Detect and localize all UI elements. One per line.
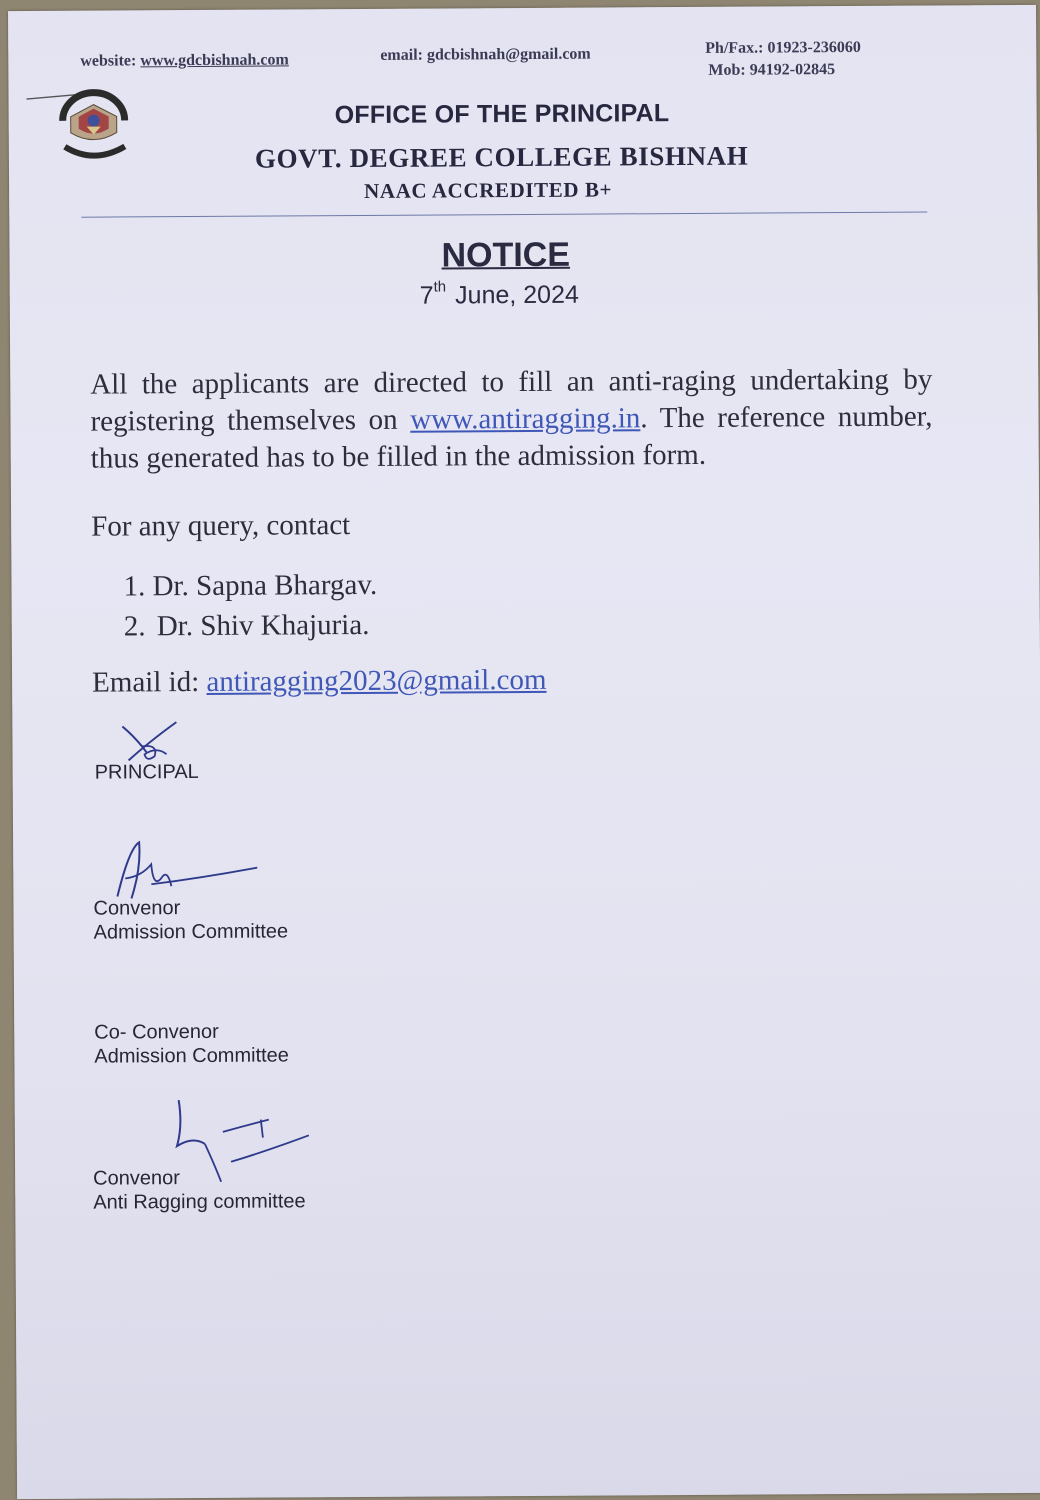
college-name: GOVT. DEGREE COLLEGE BISHNAH: [254, 140, 749, 174]
coconvenor-committee: Admission Committee: [94, 1044, 289, 1068]
date-rest: June, 2024: [455, 280, 579, 310]
paragraph-text-2: . The reference number, thus generated has to be filled in the admission form.: [90, 400, 933, 475]
mobile-number: Mob: 94192-02845: [708, 61, 836, 79]
notice-sheet: [8, 5, 1040, 1499]
website-label: website:: [80, 52, 137, 70]
query-intro: For any query, contact: [91, 509, 351, 543]
contact-number: 2.: [123, 610, 146, 643]
contact-item: [123, 569, 377, 604]
contact-item: [124, 609, 370, 644]
date-suffix: th: [433, 278, 447, 296]
principal-label: PRINCIPAL: [94, 760, 199, 784]
coconvenor-title: Co- Convenor: [94, 1020, 219, 1044]
contact-name: Dr. Shiv Khajuria.: [156, 608, 370, 643]
antiragging-convenor-title: Convenor: [93, 1167, 180, 1190]
website-line: [80, 51, 289, 70]
email-link[interactable]: antiragging2023@gmail.com: [206, 663, 547, 698]
notice-date: [420, 278, 579, 311]
website-link[interactable]: www.gdcbishnah.com: [140, 51, 289, 70]
phone-fax: Ph/Fax.: 01923-236060: [705, 38, 861, 57]
contact-name: Dr. Sapna Bhargav.: [152, 568, 378, 603]
contact-number: 1.: [123, 570, 146, 603]
convenor-title: Convenor: [93, 897, 181, 920]
college-emblem-icon: [48, 86, 138, 167]
date-day: 7: [419, 281, 434, 310]
accreditation: NAAC ACCREDITED B+: [364, 177, 613, 203]
email-line: email: gdcbishnah@gmail.com: [380, 45, 591, 64]
header-divider: [81, 212, 927, 218]
antiragging-website-link[interactable]: www.antiragging.in: [410, 402, 641, 436]
antiragging-convenor-signature-icon: [165, 1095, 316, 1186]
notice-title: NOTICE: [441, 235, 571, 275]
office-title: OFFICE OF THE PRINCIPAL: [334, 99, 670, 130]
convenor-committee: Admission Committee: [93, 920, 289, 944]
notice-paragraph: [90, 362, 933, 478]
paragraph-text-1: All the applicants are directed to fill an anti-raging undertaking by registering themselves on: [90, 363, 933, 438]
email-contact: [92, 664, 547, 700]
antiragging-committee: Anti Ragging committee: [93, 1190, 306, 1214]
email-label: Email id:: [92, 665, 207, 699]
